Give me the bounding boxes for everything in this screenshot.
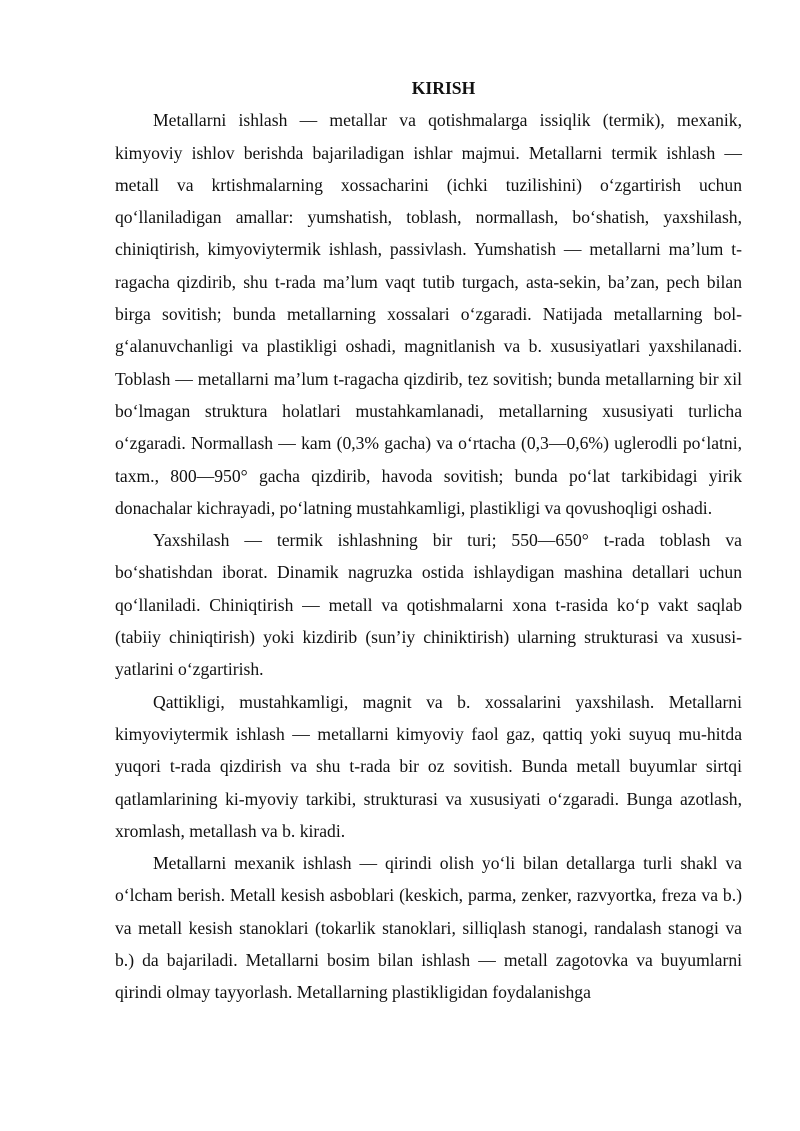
paragraph-2: Yaxshilash — termik ishlashning bir turi; 550—650° t-rada toblash va boʻshatishdan iborat. Dinamik nagruzka ostida ishlaydigan mashina detallari uchun qoʻllaniladi. Chiniqtirish — metall va qotishmalarni xona t-rasida koʻp vakt saqlab (tabiiy chiniqtirish) yoki kizdirib (sunʼiy chiniktirish) ularning strukturasi va xususi-yatlarini oʻzgartirish. <box>115 530 742 680</box>
document-page <box>115 72 742 1009</box>
page-title: KIRISH <box>411 78 476 98</box>
paragraph-3: Qattikligi, mustahkamligi, magnit va b. xossalarini yaxshilash. Metallarni kimyoviytermik ishlash — metallarni kimyoviy faol gaz, qattiq yoki suyuq mu-hitda yuqori t-rada qizdirish va shu t-rada bir oz sovitish. Bunda metall buyumlar sirtqi qatlamlarining ki-myoviy tarkibi, strukturasi va xususiyati oʻzgaradi. Bunga azotlash, xromlash, metallash va b. kiradi. <box>115 691 742 841</box>
paragraph-1: Metallarni ishlash — metallar va qotishmalarga issiqlik (termik), mexanik, kimyoviy ishlov berishda bajariladigan ishlar majmui. Metallarni termik ishlash — metall va krtishmalarning xossacharini (ichki tuzilishini) oʻzgartirish uchun qoʻllaniladigan amallar: yumshatish, toblash, normallash, boʻshatish, yaxshilash, chiniqtirish, kimyoviytermik ishlash, passivlash. Yumshatish — metallarni maʼlum t-ragacha qizdirib, shu t-rada maʼlum vaqt tutib turgach, asta-sekin, baʼzan, pech bilan birga sovitish; bunda metallarning xossalari oʻzgaradi. Natijada metallarning bol-gʻalanuvchanligi va plastikligi oshadi, magnitlanish va b. xususiyatlari yaxshilanadi. Toblash — metallarni maʼlum t-ragacha qizdirib, tez sovitish; bunda metallarning bir xil boʻlmagan struktura holatlari mustahkamlanadi, metallarning xususiyati turlicha oʻzgaradi. Normallash — kam (0,3% gacha) va oʻrtacha (0,3—0,6%) uglerodli poʻlatni, taxm., 800—950° gacha qizdirib, havoda sovitish; bunda poʻlat tarkibidagi yirik donachalar kichrayadi, poʻlatning mustahkamligi, plastikligi va qovushoqligi oshadi. <box>115 110 742 518</box>
paragraph-4: Metallarni mexanik ishlash — qirindi olish yoʻli bilan detallarga turli shakl va oʻlcham berish. Metall kesish asboblari (keskich, parma, zenker, razvyortka, freza va b.) va metall kesish stanoklari (tokarlik stanoklari, silliqlash stanogi, randalash stanogi va b.) da bajariladi. Metallarni bosim bilan ishlash — metall zagotovka va buyumlarni qirindi olmay tayyorlash. Metallarning plastikligidan foydalanishga <box>115 853 742 1003</box>
